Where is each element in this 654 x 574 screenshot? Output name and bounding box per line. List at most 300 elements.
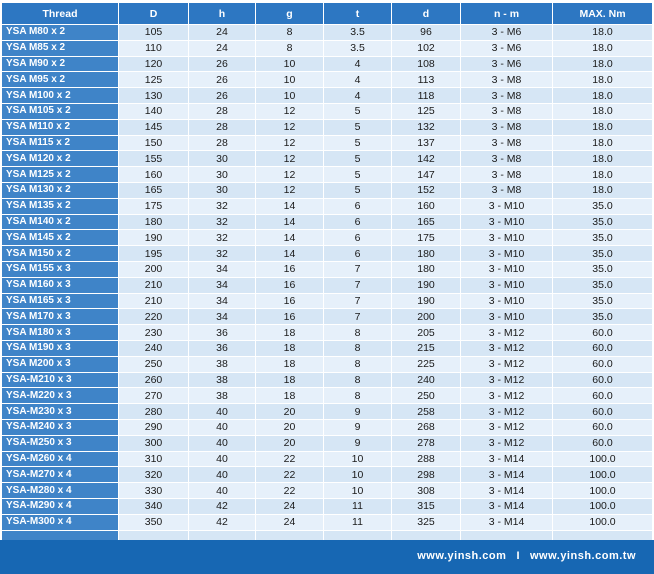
table-row [2, 246, 653, 262]
value-cell: 102 [392, 40, 461, 56]
value-cell: 24 [189, 40, 256, 56]
value-cell: 42 [189, 514, 256, 530]
value-cell: 3 - M12 [461, 435, 553, 451]
header-d-inner: d [392, 3, 461, 25]
value-cell: 18.0 [553, 40, 653, 56]
value-cell: 160 [392, 198, 461, 214]
thread-cell: YSA M160 x 3 [2, 277, 119, 293]
value-cell: 60.0 [553, 404, 653, 420]
value-cell: 16 [256, 293, 324, 309]
value-cell: 125 [392, 103, 461, 119]
value-cell: 12 [256, 151, 324, 167]
value-cell: 290 [119, 419, 189, 435]
value-cell: 20 [256, 419, 324, 435]
thread-cell: YSA M165 x 3 [2, 293, 119, 309]
value-cell: 60.0 [553, 435, 653, 451]
value-cell: 32 [189, 246, 256, 262]
thread-cell: YSA M100 x 2 [2, 88, 119, 104]
value-cell: 3 - M12 [461, 340, 553, 356]
value-cell: 35.0 [553, 309, 653, 325]
value-cell: 22 [256, 467, 324, 483]
thread-cell: YSA-M290 x 4 [2, 498, 119, 514]
value-cell: 16 [256, 261, 324, 277]
value-cell: 4 [324, 56, 392, 72]
thread-cell: YSA-M220 x 3 [2, 388, 119, 404]
value-cell: 3 - M6 [461, 40, 553, 56]
value-cell: 10 [256, 72, 324, 88]
table-row [2, 119, 653, 135]
value-cell: 280 [119, 404, 189, 420]
value-cell: 18.0 [553, 72, 653, 88]
value-cell: 250 [392, 388, 461, 404]
value-cell: 28 [189, 103, 256, 119]
value-cell: 18.0 [553, 119, 653, 135]
value-cell: 175 [119, 198, 189, 214]
thread-cell: YSA M140 x 2 [2, 214, 119, 230]
value-cell: 3 - M8 [461, 182, 553, 198]
value-cell: 8 [324, 372, 392, 388]
value-cell: 36 [189, 340, 256, 356]
value-cell: 180 [392, 246, 461, 262]
value-cell: 28 [189, 119, 256, 135]
value-cell: 3 - M10 [461, 214, 553, 230]
value-cell: 142 [392, 151, 461, 167]
value-cell: 18.0 [553, 88, 653, 104]
value-cell: 160 [119, 167, 189, 183]
thread-cell: YSA-M270 x 4 [2, 467, 119, 483]
value-cell: 32 [189, 230, 256, 246]
value-cell: 10 [324, 483, 392, 499]
thread-cell: YSA M155 x 3 [2, 261, 119, 277]
value-cell: 3 - M8 [461, 135, 553, 151]
thread-cell: YSA-M210 x 3 [2, 372, 119, 388]
value-cell: 210 [119, 277, 189, 293]
value-cell: 12 [256, 103, 324, 119]
value-cell: 3 - M12 [461, 419, 553, 435]
header-h: h [189, 3, 256, 25]
value-cell: 340 [119, 498, 189, 514]
value-cell: 18 [256, 388, 324, 404]
header-g: g [256, 3, 324, 25]
value-cell: 100.0 [553, 451, 653, 467]
value-cell: 3 - M8 [461, 88, 553, 104]
header-thread: Thread [2, 3, 119, 25]
value-cell: 4 [324, 88, 392, 104]
value-cell: 40 [189, 467, 256, 483]
value-cell: 14 [256, 198, 324, 214]
thread-cell: YSA M95 x 2 [2, 72, 119, 88]
value-cell: 9 [324, 419, 392, 435]
value-cell: 268 [392, 419, 461, 435]
value-cell: 35.0 [553, 261, 653, 277]
value-cell: 5 [324, 119, 392, 135]
value-cell: 155 [119, 151, 189, 167]
value-cell: 3 - M14 [461, 514, 553, 530]
thread-cell: YSA-M250 x 3 [2, 435, 119, 451]
thread-cell: YSA M190 x 3 [2, 340, 119, 356]
value-cell: 3 - M8 [461, 119, 553, 135]
value-cell: 250 [119, 356, 189, 372]
table-row [2, 261, 653, 277]
table-row [2, 372, 653, 388]
value-cell: 34 [189, 277, 256, 293]
thread-cell: YSA M180 x 3 [2, 325, 119, 341]
table-row [2, 230, 653, 246]
value-cell: 18.0 [553, 56, 653, 72]
value-cell: 8 [324, 325, 392, 341]
value-cell: 288 [392, 451, 461, 467]
table-row [2, 72, 653, 88]
thread-cell: YSA M80 x 2 [2, 25, 119, 41]
thread-cell: YSA M145 x 2 [2, 230, 119, 246]
value-cell: 165 [119, 182, 189, 198]
value-cell: 3 - M12 [461, 388, 553, 404]
value-cell: 5 [324, 182, 392, 198]
value-cell: 60.0 [553, 356, 653, 372]
value-cell: 200 [119, 261, 189, 277]
table-row [2, 483, 653, 499]
value-cell: 300 [119, 435, 189, 451]
value-cell: 310 [119, 451, 189, 467]
value-cell: 118 [392, 88, 461, 104]
value-cell: 150 [119, 135, 189, 151]
value-cell: 3 - M12 [461, 325, 553, 341]
value-cell: 8 [324, 388, 392, 404]
table-body [2, 25, 653, 544]
table-row [2, 151, 653, 167]
table-row [2, 514, 653, 530]
value-cell: 315 [392, 498, 461, 514]
value-cell: 60.0 [553, 325, 653, 341]
value-cell: 18.0 [553, 182, 653, 198]
value-cell: 22 [256, 451, 324, 467]
value-cell: 195 [119, 246, 189, 262]
value-cell: 26 [189, 88, 256, 104]
value-cell: 3 - M10 [461, 261, 553, 277]
value-cell: 8 [256, 25, 324, 41]
value-cell: 40 [189, 451, 256, 467]
value-cell: 225 [392, 356, 461, 372]
value-cell: 96 [392, 25, 461, 41]
value-cell: 140 [119, 103, 189, 119]
value-cell: 6 [324, 198, 392, 214]
value-cell: 350 [119, 514, 189, 530]
value-cell: 3 - M6 [461, 56, 553, 72]
table-row [2, 198, 653, 214]
value-cell: 40 [189, 435, 256, 451]
value-cell: 270 [119, 388, 189, 404]
footer-separator: I [516, 550, 520, 562]
value-cell: 12 [256, 167, 324, 183]
value-cell: 3 - M12 [461, 372, 553, 388]
table-row [2, 419, 653, 435]
value-cell: 8 [256, 40, 324, 56]
value-cell: 215 [392, 340, 461, 356]
value-cell: 330 [119, 483, 189, 499]
value-cell: 110 [119, 40, 189, 56]
value-cell: 35.0 [553, 230, 653, 246]
value-cell: 18.0 [553, 103, 653, 119]
header-d-outer: D [119, 3, 189, 25]
value-cell: 18.0 [553, 167, 653, 183]
value-cell: 22 [256, 483, 324, 499]
value-cell: 34 [189, 309, 256, 325]
thread-cell: YSA M170 x 3 [2, 309, 119, 325]
thread-cell: YSA M105 x 2 [2, 103, 119, 119]
value-cell: 14 [256, 230, 324, 246]
value-cell: 26 [189, 56, 256, 72]
value-cell: 10 [256, 88, 324, 104]
value-cell: 100.0 [553, 498, 653, 514]
header-t: t [324, 3, 392, 25]
value-cell: 125 [119, 72, 189, 88]
table-row [2, 467, 653, 483]
value-cell: 200 [392, 309, 461, 325]
value-cell: 35.0 [553, 198, 653, 214]
value-cell: 38 [189, 372, 256, 388]
value-cell: 165 [392, 214, 461, 230]
thread-cell: YSA-M280 x 4 [2, 483, 119, 499]
thread-cell: YSA M90 x 2 [2, 56, 119, 72]
value-cell: 240 [119, 340, 189, 356]
table-row [2, 88, 653, 104]
value-cell: 11 [324, 514, 392, 530]
value-cell: 180 [392, 261, 461, 277]
value-cell: 60.0 [553, 372, 653, 388]
value-cell: 3 - M14 [461, 467, 553, 483]
value-cell: 7 [324, 277, 392, 293]
value-cell: 42 [189, 498, 256, 514]
value-cell: 3.5 [324, 25, 392, 41]
value-cell: 230 [119, 325, 189, 341]
table-row [2, 103, 653, 119]
value-cell: 28 [189, 135, 256, 151]
value-cell: 18 [256, 340, 324, 356]
value-cell: 7 [324, 261, 392, 277]
value-cell: 60.0 [553, 388, 653, 404]
table-row [2, 498, 653, 514]
value-cell: 298 [392, 467, 461, 483]
thread-cell: YSA M130 x 2 [2, 182, 119, 198]
thread-cell: YSA M85 x 2 [2, 40, 119, 56]
footer-url-com[interactable]: www.yinsh.com [417, 550, 507, 562]
value-cell: 18.0 [553, 25, 653, 41]
value-cell: 6 [324, 214, 392, 230]
table-row [2, 309, 653, 325]
footer-bar [0, 540, 654, 574]
value-cell: 60.0 [553, 419, 653, 435]
value-cell: 137 [392, 135, 461, 151]
value-cell: 3 - M10 [461, 246, 553, 262]
value-cell: 4 [324, 72, 392, 88]
value-cell: 12 [256, 135, 324, 151]
value-cell: 120 [119, 56, 189, 72]
value-cell: 3 - M14 [461, 451, 553, 467]
thread-cell: YSA-M240 x 3 [2, 419, 119, 435]
value-cell: 5 [324, 167, 392, 183]
value-cell: 260 [119, 372, 189, 388]
table-row [2, 293, 653, 309]
value-cell: 20 [256, 435, 324, 451]
value-cell: 12 [256, 119, 324, 135]
value-cell: 5 [324, 103, 392, 119]
value-cell: 9 [324, 435, 392, 451]
value-cell: 11 [324, 498, 392, 514]
thread-cell: YSA-M300 x 4 [2, 514, 119, 530]
thread-cell: YSA M110 x 2 [2, 119, 119, 135]
value-cell: 32 [189, 198, 256, 214]
value-cell: 180 [119, 214, 189, 230]
value-cell: 20 [256, 404, 324, 420]
footer-url-tw[interactable]: www.yinsh.com.tw [530, 550, 636, 562]
table-row [2, 325, 653, 341]
value-cell: 5 [324, 135, 392, 151]
value-cell: 35.0 [553, 277, 653, 293]
value-cell: 8 [324, 356, 392, 372]
value-cell: 113 [392, 72, 461, 88]
thread-cell: YSA-M230 x 3 [2, 404, 119, 420]
value-cell: 24 [189, 25, 256, 41]
value-cell: 105 [119, 25, 189, 41]
value-cell: 38 [189, 388, 256, 404]
thread-cell: YSA M115 x 2 [2, 135, 119, 151]
table-row [2, 435, 653, 451]
thread-cell: YSA M125 x 2 [2, 167, 119, 183]
thread-cell: YSA M150 x 2 [2, 246, 119, 262]
value-cell: 205 [392, 325, 461, 341]
value-cell: 3 - M10 [461, 309, 553, 325]
value-cell: 24 [256, 498, 324, 514]
value-cell: 100.0 [553, 467, 653, 483]
value-cell: 100.0 [553, 483, 653, 499]
value-cell: 30 [189, 151, 256, 167]
table-row [2, 182, 653, 198]
value-cell: 108 [392, 56, 461, 72]
value-cell: 145 [119, 119, 189, 135]
value-cell: 152 [392, 182, 461, 198]
value-cell: 100.0 [553, 514, 653, 530]
value-cell: 320 [119, 467, 189, 483]
value-cell: 35.0 [553, 293, 653, 309]
value-cell: 18.0 [553, 135, 653, 151]
value-cell: 10 [324, 467, 392, 483]
value-cell: 14 [256, 214, 324, 230]
value-cell: 278 [392, 435, 461, 451]
value-cell: 220 [119, 309, 189, 325]
thread-cell: YSA M120 x 2 [2, 151, 119, 167]
table-row [2, 40, 653, 56]
thread-spec-table [1, 2, 653, 544]
value-cell: 35.0 [553, 246, 653, 262]
table-row [2, 451, 653, 467]
value-cell: 10 [256, 56, 324, 72]
value-cell: 7 [324, 309, 392, 325]
value-cell: 132 [392, 119, 461, 135]
table-row [2, 340, 653, 356]
value-cell: 3 - M12 [461, 404, 553, 420]
value-cell: 18 [256, 356, 324, 372]
value-cell: 3 - M6 [461, 25, 553, 41]
value-cell: 34 [189, 293, 256, 309]
value-cell: 175 [392, 230, 461, 246]
value-cell: 3 - M14 [461, 483, 553, 499]
value-cell: 60.0 [553, 340, 653, 356]
value-cell: 3 - M10 [461, 277, 553, 293]
table-header-row [2, 3, 653, 25]
table-row [2, 404, 653, 420]
value-cell: 3 - M8 [461, 72, 553, 88]
value-cell: 3.5 [324, 40, 392, 56]
value-cell: 308 [392, 483, 461, 499]
table-row [2, 214, 653, 230]
value-cell: 18.0 [553, 151, 653, 167]
value-cell: 3 - M10 [461, 293, 553, 309]
value-cell: 9 [324, 404, 392, 420]
value-cell: 26 [189, 72, 256, 88]
value-cell: 40 [189, 404, 256, 420]
value-cell: 14 [256, 246, 324, 262]
value-cell: 10 [324, 451, 392, 467]
value-cell: 36 [189, 325, 256, 341]
table-row [2, 167, 653, 183]
value-cell: 3 - M12 [461, 356, 553, 372]
value-cell: 32 [189, 214, 256, 230]
value-cell: 6 [324, 246, 392, 262]
value-cell: 16 [256, 277, 324, 293]
value-cell: 40 [189, 419, 256, 435]
value-cell: 3 - M10 [461, 230, 553, 246]
value-cell: 8 [324, 340, 392, 356]
value-cell: 130 [119, 88, 189, 104]
footer-urls [417, 550, 636, 562]
table-row [2, 25, 653, 41]
value-cell: 12 [256, 182, 324, 198]
header-max-nm: MAX. Nm [553, 3, 653, 25]
value-cell: 6 [324, 230, 392, 246]
value-cell: 40 [189, 483, 256, 499]
thread-cell: YSA M135 x 2 [2, 198, 119, 214]
value-cell: 35.0 [553, 214, 653, 230]
value-cell: 18 [256, 325, 324, 341]
value-cell: 190 [119, 230, 189, 246]
value-cell: 18 [256, 372, 324, 388]
value-cell: 16 [256, 309, 324, 325]
thread-cell: YSA M200 x 3 [2, 356, 119, 372]
value-cell: 240 [392, 372, 461, 388]
table-row [2, 56, 653, 72]
value-cell: 24 [256, 514, 324, 530]
value-cell: 7 [324, 293, 392, 309]
value-cell: 30 [189, 167, 256, 183]
table-row [2, 277, 653, 293]
value-cell: 3 - M14 [461, 498, 553, 514]
value-cell: 3 - M8 [461, 167, 553, 183]
value-cell: 190 [392, 293, 461, 309]
table-row [2, 356, 653, 372]
thread-cell: YSA-M260 x 4 [2, 451, 119, 467]
value-cell: 34 [189, 261, 256, 277]
value-cell: 147 [392, 167, 461, 183]
value-cell: 3 - M8 [461, 103, 553, 119]
value-cell: 325 [392, 514, 461, 530]
table-row [2, 135, 653, 151]
value-cell: 5 [324, 151, 392, 167]
value-cell: 3 - M8 [461, 151, 553, 167]
value-cell: 30 [189, 182, 256, 198]
table-row [2, 388, 653, 404]
value-cell: 190 [392, 277, 461, 293]
value-cell: 210 [119, 293, 189, 309]
